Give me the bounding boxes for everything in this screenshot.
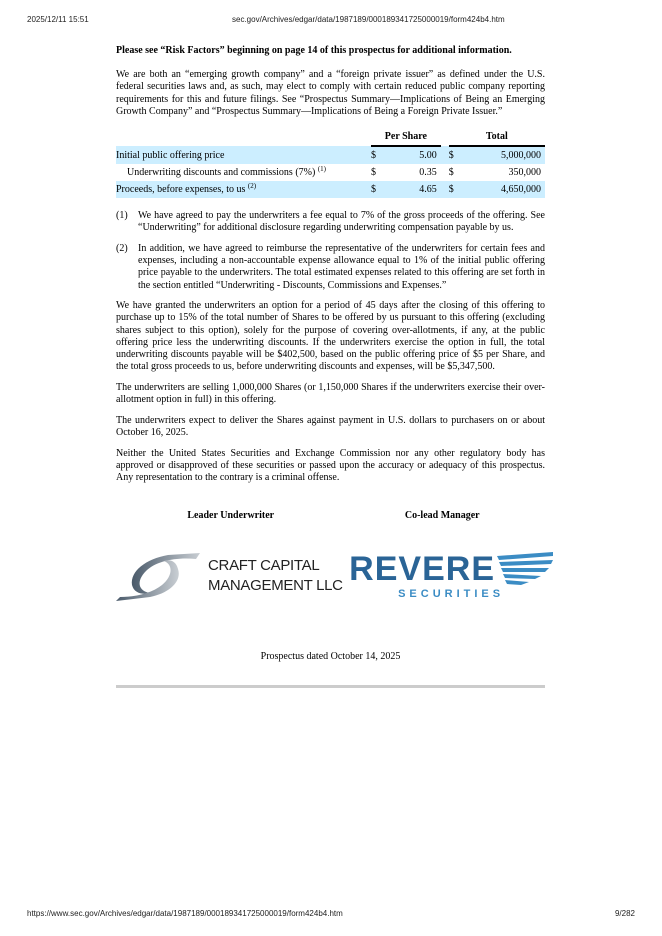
row-label (116, 164, 371, 181)
currency: $ (371, 167, 376, 179)
overallotment-paragraph: We have granted the underwriters an option for a period of 45 days after the closing of this offering to purchase up to 15% of the total number of Shares to be offered by us pursuant to this offering (excluding shares subject to this option), solely for the purpose of covering over-allotments, if any, at the public offering price less the underwriting discounts. If the underwriters exercise the option in full, the total underwriting discounts payable will be $402,500, based on the public offering price of $5 per Share, and the total gross proceeds to us, before underwriting discounts and expenses, will be $5,347,500. (116, 300, 545, 373)
row-label (116, 181, 371, 198)
offering-table (116, 128, 545, 198)
print-page-number: 9/282 (614, 909, 635, 918)
print-timestamp: 2025/12/11 15:51 (27, 15, 89, 24)
per-share-value: 4.65 (383, 181, 441, 198)
currency: $ (449, 146, 461, 164)
footnote (116, 243, 545, 292)
row-label-text: Underwriting discounts and commissions (7%) (127, 167, 318, 179)
table-row (116, 146, 545, 164)
sec-disclaimer-paragraph: Neither the United States Securities and Exchange Commission nor any other regulatory body has approved or disapproved of these securities or passed upon the accuracy or adequacy of this prospectus. Any representation to the contrary is a criminal offense. (116, 447, 545, 484)
revere-sub: SECURITIES (398, 587, 505, 600)
revere-securities-logo (349, 549, 553, 600)
revere-rays-icon (495, 552, 553, 586)
footnote (116, 210, 545, 234)
per-share-value: 0.35 (419, 167, 437, 179)
prospectus-date: Prospectus dated October 14, 2025 (260, 650, 401, 662)
delivery-paragraph: The underwriters expect to deliver the Shares against payment in U.S. dollars to purchasers on or about October 16, 2025. (116, 414, 545, 439)
colead-manager-label: Co-lead Manager (404, 510, 480, 522)
total-value: 5,000,000 (461, 146, 545, 164)
egc-paragraph: We are both an “emerging growth company” and a “foreign private issuer” as defined under the U.S. federal securities laws and, as such, may elect to comply with certain reduced public company reporting requirements for this and future filings. See “Prospectus Summary—Implications of Being an Emerging Growth Company” and “Prospectus Summary—Implications of Being a Foreign Private Issuer.” (116, 69, 545, 117)
risk-factors-note: Please see “Risk Factors” beginning on page 14 of this prospectus for additional information. (116, 45, 512, 56)
header-per-share: Per Share (371, 128, 441, 146)
shares-paragraph: The underwriters are selling 1,000,000 Shares (or 1,150,000 Shares if the underwriters exercise their over-allotment option in full) in this offering. (116, 381, 545, 406)
row-label: Initial public offering price (116, 146, 371, 164)
revere-name: REVERE (349, 549, 495, 588)
row-label-text: Proceeds, before expenses, to us (116, 184, 248, 196)
currency: $ (371, 181, 383, 198)
per-share-value: 5.00 (383, 146, 441, 164)
craft-swoosh-icon (116, 549, 200, 603)
total-value: 350,000 (508, 167, 541, 179)
prospectus-cover-page (116, 45, 545, 688)
table-row (116, 164, 545, 181)
craft-line2: MANAGEMENT LLC (208, 576, 343, 594)
underwriter-labels (116, 510, 545, 522)
footnote-number: (1) (116, 210, 128, 222)
footnote-ref: (1) (317, 165, 326, 174)
print-url: https://www.sec.gov/Archives/edgar/data/1987189/000189341725000019/form424b4.htm (27, 909, 343, 918)
footnote-text: In addition, we have agreed to reimburse the representative of the underwriters for certain fees and expenses, including a non-accountable expense allowance equal to 1% of the initial public offering price payable to the underwriters. The total estimated expenses related to this offering are set forth in the section entitled “Underwriting - Discounts, Commissions and Expenses.” (138, 242, 545, 291)
craft-capital-logo (116, 549, 343, 603)
leader-underwriter-label: Leader Underwriter (187, 510, 275, 522)
footnote-ref: (2) (247, 182, 257, 191)
print-page-title: sec.gov/Archives/edgar/data/1987189/000189341725000019/form424b4.htm (232, 15, 505, 24)
currency: $ (371, 146, 383, 164)
footnote-text: We have agreed to pay the underwriters a fee equal to 7% of the gross proceeds of the offering. See “Underwriting” for additional disclosure regarding underwriting compensation payable by us. (138, 210, 545, 234)
craft-line1: CRAFT CAPITAL (208, 556, 320, 574)
currency: $ (448, 167, 454, 179)
underwriter-logos (116, 547, 553, 605)
header-total: Total (449, 128, 545, 146)
footnote-number: (2) (116, 242, 128, 254)
page-divider (116, 685, 545, 688)
currency: $ (449, 181, 461, 198)
table-row (116, 181, 545, 198)
total-value: 4,650,000 (461, 181, 545, 198)
